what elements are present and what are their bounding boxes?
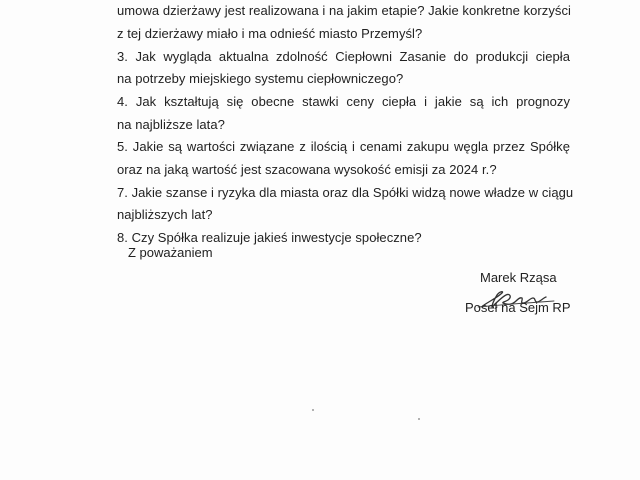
body-line: 8. Czy Spółka realizuje jakieś inwestycje społeczne?: [117, 230, 422, 245]
scan-speck: [312, 409, 314, 411]
body-line: umowa dzierżawy jest realizowana i na jakim etapie? Jakie konkretne korzyści: [117, 3, 571, 18]
body-line: najbliższych lat?: [117, 207, 213, 222]
body-line: z tej dzierżawy miało i ma odnieść miasto Przemyśl?: [117, 26, 423, 41]
signatory-name: Marek Rząsa: [480, 270, 557, 285]
scan-speck: [418, 418, 420, 420]
body-line: oraz na jaką wartość jest szacowana wysokość emisji za 2024 r.?: [117, 162, 497, 177]
closing-salutation: Z poważaniem: [128, 245, 213, 260]
body-line: 4. Jak kształtują się obecne stawki ceny ciepła i jakie są ich prognozy: [117, 94, 570, 109]
signatory-title: Poseł na Sejm RP: [465, 300, 571, 315]
body-line: na potrzeby miejskiego systemu ciepłowniczego?: [117, 71, 404, 86]
body-line: 5. Jakie są wartości związane z ilością i cenami zakupu węgla przez Spółkę: [117, 139, 570, 154]
body-line: 7. Jakie szanse i ryzyka dla miasta oraz dla Spółki widzą nowe władze w ciągu: [117, 185, 574, 200]
body-line: 3. Jak wygląda aktualna zdolność Ciepłowni Zasanie do produkcji ciepła: [117, 49, 570, 64]
body-line: na najbliższe lata?: [117, 117, 225, 132]
